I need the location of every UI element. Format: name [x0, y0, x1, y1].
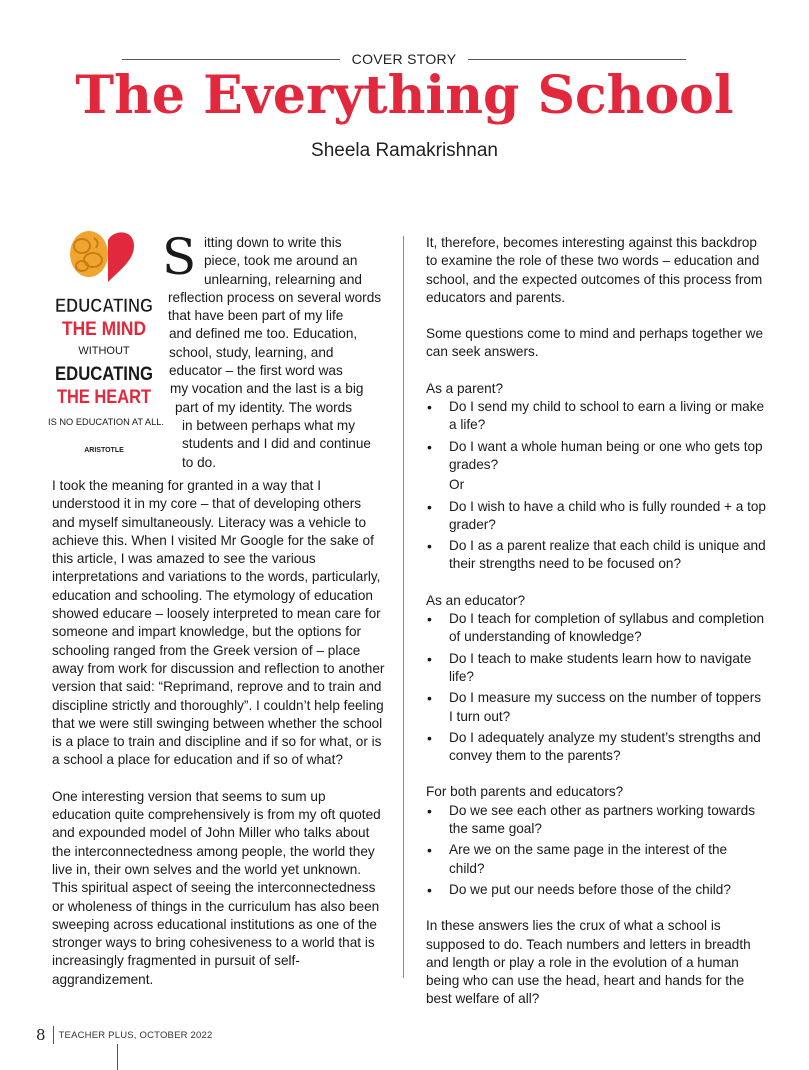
list-item: • Do I teach to make students learn how to navigate life?: [426, 650, 766, 687]
intro-line: educator – the first word was: [169, 363, 343, 379]
poster-line-6: IS NO EDUCATION AT ALL.: [48, 417, 164, 427]
list-item: • Do I send my child to school to earn a living or make a life?: [426, 398, 766, 435]
left-column: [52, 477, 386, 1007]
poster-line-3: WITHOUT: [78, 345, 130, 357]
intro-line: my vocation and the last is a big: [170, 381, 364, 397]
right-column: [426, 234, 766, 1027]
educator-question-list: [426, 610, 766, 765]
kicker-rule-left: [122, 59, 340, 60]
list-item: • Do I wish to have a child who is fully rounded + a top grader?: [426, 498, 766, 535]
intro-line: in between perhaps what my: [182, 417, 356, 433]
both-question-list: [426, 802, 766, 899]
intro-line: school, study, learning, and: [169, 344, 334, 360]
publication-info: TEACHER PLUS, OCTOBER 2022: [58, 1029, 213, 1041]
drop-cap: S: [162, 228, 197, 286]
footer-tick: [117, 1044, 118, 1070]
poster-attribution: ARISTOTLE: [84, 447, 124, 454]
list-item: • Do we put our needs before those of the child?: [426, 881, 766, 899]
quote-poster: [46, 226, 166, 460]
list-item: • Do I adequately analyze my student’s strengths and convey them to the parents?: [426, 729, 766, 766]
intro-line: reflection process on several words: [168, 289, 382, 305]
brain-icon: [70, 231, 108, 277]
intro-line: students and I did and continue: [182, 436, 371, 452]
list-item: • Do we see each other as partners working towards the same goal?: [426, 802, 766, 839]
list-item: • Are we on the same page in the interest of the child?: [426, 841, 766, 878]
body-paragraph: One interesting version that seems to sum up education quite comprehensively is from my oft quoted and expounded model of John Miller who talks about the interconnectedness among people, the world they live in, their own selves and the world yet unknown. This spiritual aspect of seeing the interconnectedness or wholeness of things in the curriculum has also been sweeping across educational institutions as one of the stronger ways to bring cohesiveness to a world that is increasingly fragmented in pursuit of self-aggrandizement.: [52, 788, 381, 987]
parent-question-list: [426, 398, 766, 574]
page-footer: [36, 1026, 212, 1044]
intro-line: itting down to write this: [204, 235, 342, 250]
or-text: Or: [449, 477, 465, 493]
list-item: • Do I want a whole human being or one who gets top grades?: [426, 438, 766, 475]
educator-heading: As an educator?: [426, 592, 525, 608]
poster-line-1: EDUCATING: [55, 296, 153, 317]
body-paragraph: It, therefore, becomes interesting against this backdrop to examine the role of these two words – education and school, and the expected outcomes of this process from educators and parents.: [426, 235, 763, 305]
intro-line: to do.: [182, 454, 217, 470]
list-item: • Do I teach for completion of syllabus and completion of understanding of knowledge?: [426, 610, 766, 647]
body-paragraph: I took the meaning for granted in a way that I understood it in my core – that of developing others and myself simultaneously. Literacy was a vehicle to achieve this. When I visited Mr Google for the sake of this article, I was amazed to see the various interpretations and variations to the words, particularly, education and schooling. The etymology of education showed educare – loosely interpreted to mean care for someone and impart knowledge, but the options for schooling ranged from the Greek version of – place away from work for discussion and reflection to another version that said: “Reprimand, reprove and to train and discipline strictly and thoroughly”. I couldn’t help feeling that we were still swinging between whether the school is a place to train and discipline and if so for what, or is a school a place for education and if so of what?: [52, 478, 385, 768]
list-item: • Do I as a parent realize that each child is unique and their strengths need to be focused on?: [426, 537, 766, 574]
intro-line: unlearning, relearning and: [204, 271, 362, 287]
column-divider: [403, 236, 404, 978]
parent-heading: As a parent?: [426, 380, 504, 396]
author-name: Sheela Ramakrishnan: [311, 140, 498, 161]
both-heading: For both parents and educators?: [426, 784, 624, 800]
list-item: • Do I measure my success on the number of toppers I turn out?: [426, 689, 766, 726]
poster-line-4: EDUCATING: [55, 364, 153, 385]
intro-line: and defined me too. Education,: [169, 326, 358, 342]
poster-line-2: THE MIND: [62, 319, 146, 340]
article-title: The Everything School: [75, 65, 734, 126]
intro-line: that have been part of my life: [168, 308, 344, 324]
section-kicker: COVER STORY: [351, 51, 457, 67]
intro-paragraph: [162, 228, 393, 472]
page-number: 8: [36, 1026, 46, 1044]
closing-paragraph: In these answers lies the crux of what a school is supposed to do. Teach numbers and letters in breadth and length or play a role in the evolution of a human being who can use the head, heart and hands for the best welfare of all?: [426, 918, 751, 1007]
kicker-rule-right: [468, 59, 686, 60]
poster-line-5: THE HEART: [57, 387, 152, 408]
heart-icon: [108, 232, 134, 282]
intro-line: piece, took me around an: [204, 253, 358, 269]
body-paragraph: Some questions come to mind and perhaps together we can seek answers.: [426, 326, 764, 360]
intro-line: part of my identity. The words: [175, 399, 353, 415]
footer-rule: [53, 1026, 54, 1044]
